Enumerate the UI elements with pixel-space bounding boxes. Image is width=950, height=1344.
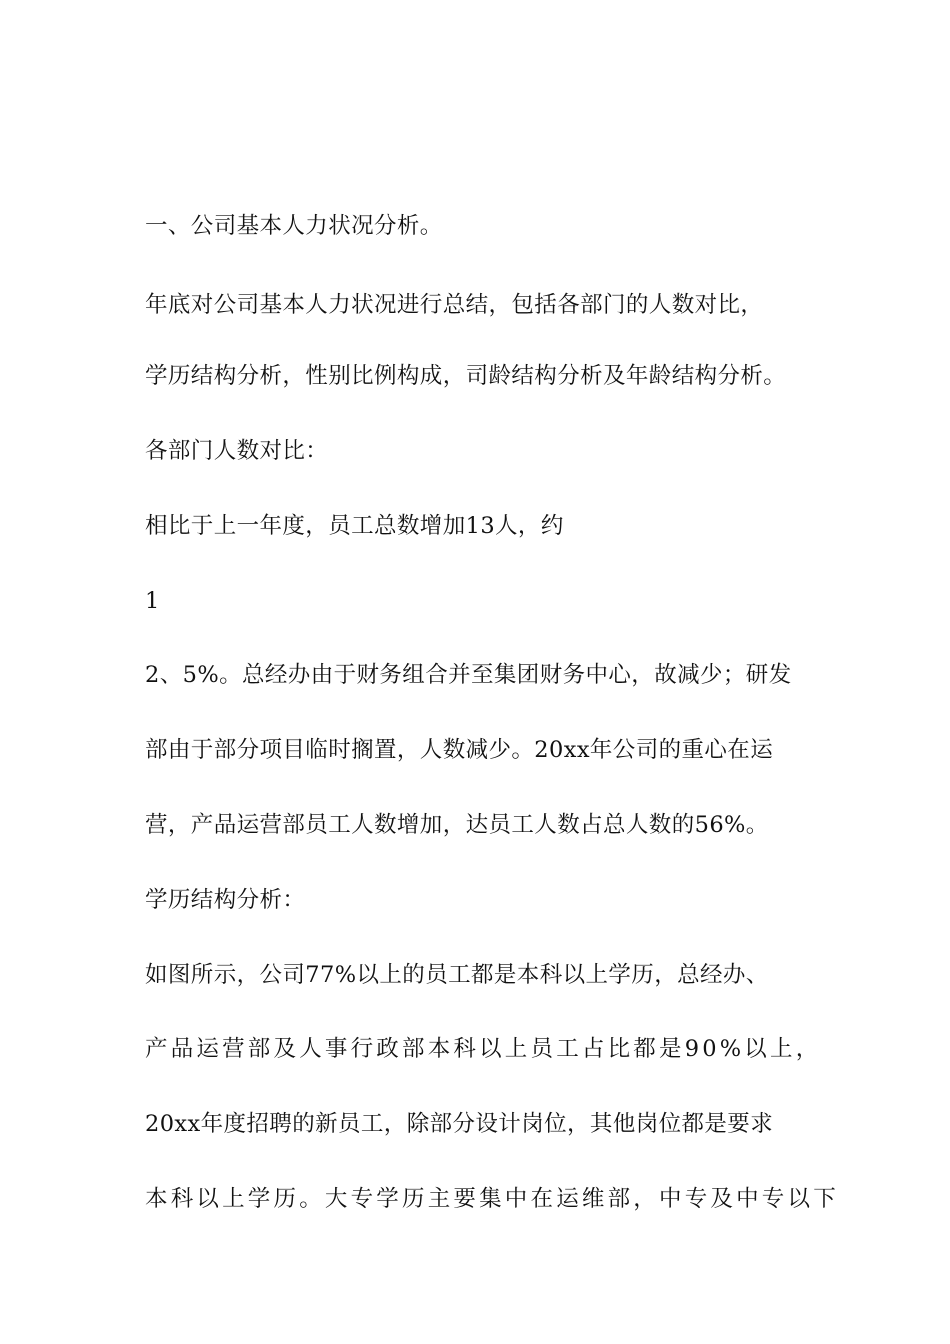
subheading: 学历结构分析： — [145, 887, 306, 913]
paragraph-line: 部由于部分项目临时搁置，人数减少。20xx年公司的重心在运 — [145, 737, 774, 763]
paragraph-line: 如图所示，公司77%以上的员工都是本科以上学历，总经办、 — [145, 962, 769, 988]
paragraph-line: 营，产品运营部员工人数增加，达员工人数占总人数的56%。 — [145, 812, 769, 838]
paragraph-line: 年底对公司基本人力状况进行总结，包括各部门的人数对比， — [145, 292, 764, 318]
paragraph-line: 2、5%。总经办由于财务组合并至集团财务中心，故减少；研发 — [145, 662, 792, 688]
section-heading: 一、公司基本人力状况分析。 — [145, 213, 443, 239]
subheading: 各部门人数对比： — [145, 438, 329, 464]
paragraph-line: 本科以上学历。大专学历主要集中在运维部，中专及中专以下 — [145, 1186, 839, 1212]
paragraph-line: 产品运营部及人事行政部本科以上员工占比都是90%以上， — [145, 1036, 822, 1062]
paragraph-line: 学历结构分析，性别比例构成，司龄结构分析及年龄结构分析。 — [145, 363, 787, 389]
paragraph-line: 1 — [145, 588, 160, 614]
paragraph-line: 20xx年度招聘的新员工，除部分设计岗位，其他岗位都是要求 — [145, 1111, 774, 1137]
paragraph-line: 相比于上一年度，员工总数增加13人，约 — [145, 513, 564, 539]
